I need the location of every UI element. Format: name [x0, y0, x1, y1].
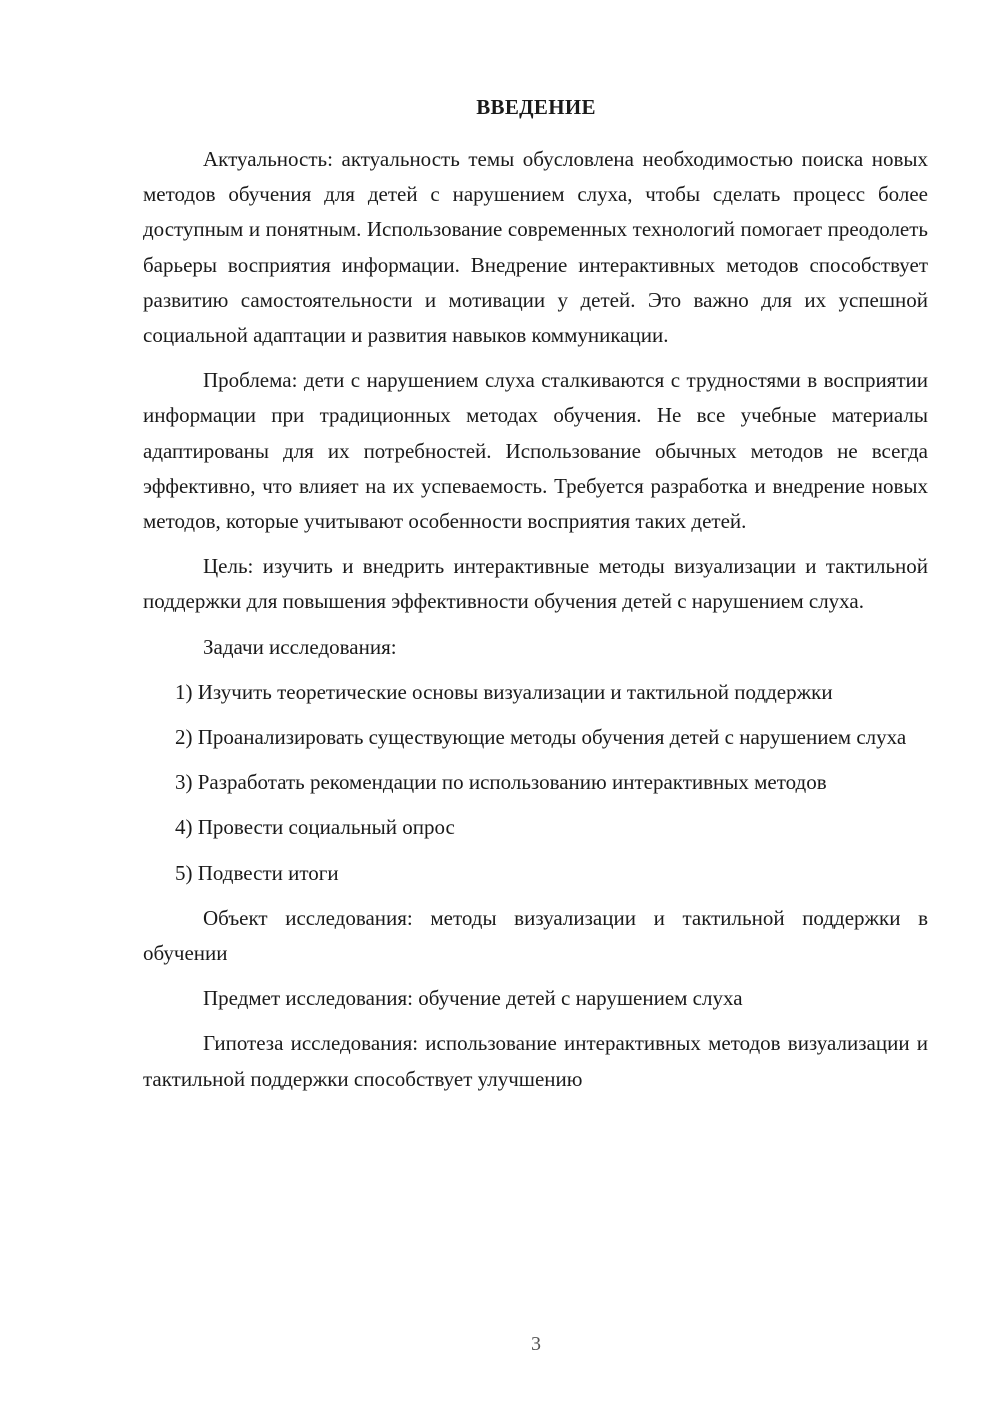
document-body — [143, 142, 928, 1107]
page-title: ВВЕДЕНИЕ — [476, 95, 596, 119]
task-item: 3) Разработать рекомендации по использованию интерактивных методов — [175, 770, 827, 795]
task-item: 5) Подвести итоги — [175, 860, 339, 885]
task-item: 2) Проанализировать существующие методы обучения детей с нарушением слуха — [175, 725, 907, 750]
task-item: 1) Изучить теоретические основы визуализации и тактильной поддержки — [175, 679, 833, 704]
relevance-paragraph: Актуальность: актуальность темы обусловлена необходимостью поиска новых методов обучения для детей с нарушением слуха, чтобы сделать процесс более доступным и понятным. Использование современных технологий помогает преодолеть барьеры восприятия информации. Внедрение интерактивных методов способствует развитию самостоятельности и мотивации у детей. Это важно для их успешной социальной адаптации и развития навыков коммуникации. — [143, 147, 928, 348]
subject-paragraph: Предмет исследования: обучение детей с нарушением слуха — [203, 986, 743, 1011]
hypothesis-paragraph: Гипотеза исследования: использование интерактивных методов визуализации и тактильной поддержки способствует улучшению — [143, 1031, 928, 1091]
object-paragraph: Объект исследования: методы визуализации и тактильной поддержки в обучении — [143, 905, 928, 966]
tasks-heading: Задачи исследования: — [203, 634, 397, 659]
goal-paragraph: Цель: изучить и внедрить интерактивные методы визуализации и тактильной поддержки для повышения эффективности обучения детей с нарушением слуха. — [143, 554, 928, 614]
problem-paragraph: Проблема: дети с нарушением слуха сталкиваются с трудностями в восприятии информации при традиционных методах обучения. Не все учебные материалы адаптированы для их потребностей. Использование обычных методов не всегда эффективно, что влияет на их успеваемость. Требуется разработка и внедрение новых методов, которые учитывают особенности восприятия таких детей. — [143, 368, 928, 534]
task-item: 4) Провести социальный опрос — [175, 815, 455, 840]
page-number: 3 — [531, 1333, 541, 1355]
